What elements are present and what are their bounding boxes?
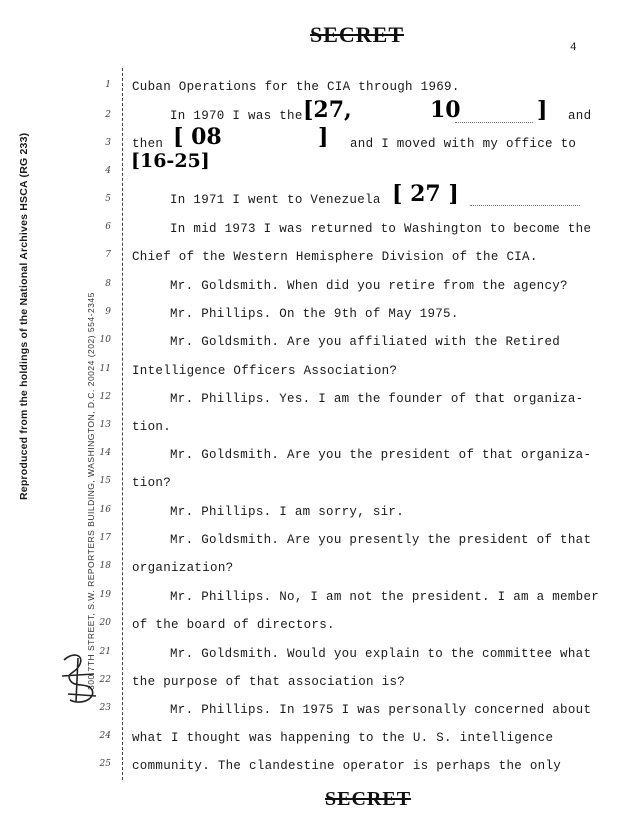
line-number: 20 (99, 618, 111, 628)
redaction-mark: [ 08 (173, 124, 222, 150)
transcript-line-2: In 1970 I was the (170, 109, 303, 123)
line-number: 13 (99, 420, 111, 430)
transcript-line-13: tion. (132, 420, 172, 434)
line-number: 22 (99, 675, 111, 685)
transcript-line-20: of the board of directors. (132, 618, 335, 632)
page-number: 4 (570, 42, 577, 54)
transcript-line-11: Intelligence Officers Association? (132, 364, 398, 378)
redaction-mark: [16-25] (131, 150, 210, 172)
line-number: 14 (99, 448, 111, 458)
transcript-line-15: tion? (132, 476, 172, 490)
transcript-line-16: Mr. Phillips. I am sorry, sir. (170, 505, 405, 519)
line-number: 12 (99, 392, 111, 402)
line-number: 17 (99, 533, 111, 543)
line-number: 25 (99, 759, 111, 769)
line-number: 11 (99, 364, 111, 374)
line-number: 7 (105, 250, 111, 260)
line-number: 9 (105, 307, 111, 317)
margin-rule (122, 68, 124, 780)
redacted-blank (470, 205, 580, 206)
line-number: 4 (105, 166, 111, 176)
transcript-line-5: In 1971 I went to Venezuela (170, 193, 381, 207)
transcript-line-18: organization? (132, 561, 234, 575)
transcript-line-25: community. The clandestine operator is perhaps the only (132, 759, 562, 773)
redaction-mark: [ 27 ] (392, 181, 459, 207)
transcript-line-12: Mr. Phillips. Yes. I am the founder of that organiza- (170, 392, 584, 406)
line-number: 1 (105, 80, 111, 90)
transcript-line-21: Mr. Goldsmith. Would you explain to the committee what (170, 647, 592, 661)
line-number: 8 (105, 279, 111, 289)
transcript-line-3: then (132, 137, 164, 151)
transcript-line-23: Mr. Phillips. In 1975 I was personally concerned about (170, 703, 592, 717)
line-number: 10 (99, 335, 111, 345)
archive-notice: Reproduced from the holdings of the National Archives HSCA (RG 233) (18, 132, 30, 500)
transcript-line-3-end: and I moved with my office to (350, 137, 577, 151)
line-number: 24 (99, 731, 111, 741)
line-number: 18 (99, 561, 111, 571)
line-number: 21 (99, 647, 111, 657)
transcript-line-22: the purpose of that association is? (132, 675, 406, 689)
line-number: 23 (99, 703, 111, 713)
line-number: 16 (99, 505, 111, 515)
transcript-line-9: Mr. Phillips. On the 9th of May 1975. (170, 307, 459, 321)
transcript-line-8: Mr. Goldsmith. When did you retire from the agency? (170, 279, 568, 293)
transcript-line-24: what I thought was happening to the U. S. intelligence (132, 731, 554, 745)
redaction-mark: 10 (430, 97, 461, 123)
redaction-mark: ] (537, 97, 548, 123)
transcript-line-2-end: and (568, 109, 592, 123)
transcript-line-10: Mr. Goldsmith. Are you affiliated with the Retired (170, 335, 561, 349)
transcript-line-6: In mid 1973 I was returned to Washington to become the (170, 222, 592, 236)
secret-stamp-top: SECRET (310, 22, 405, 47)
transcript-line-19: Mr. Phillips. No, I am not the president. I am a member (170, 590, 600, 604)
line-number: 19 (99, 590, 111, 600)
secret-stamp-bottom: SECRET (325, 788, 412, 810)
line-number: 15 (99, 476, 111, 486)
redacted-blank (455, 122, 533, 123)
redaction-mark: [27, (303, 97, 352, 123)
line-number: 2 (105, 110, 111, 120)
reporter-address: 300 7TH STREET, S.W. REPORTERS BUILDING, WASHINGTON, D.C. 20024 (202) 554-2345 (86, 292, 96, 690)
handwritten-initials-icon (58, 650, 100, 710)
transcript-line-7: Chief of the Western Hemisphere Division of the CIA. (132, 250, 538, 264)
line-number: 3 (105, 138, 111, 148)
redaction-mark: ] (318, 124, 329, 150)
line-number: 5 (105, 194, 111, 204)
transcript-line-14: Mr. Goldsmith. Are you the president of that organiza- (170, 448, 592, 462)
transcript-line-1: Cuban Operations for the CIA through 1969. (132, 80, 460, 94)
transcript-line-17: Mr. Goldsmith. Are you presently the president of that (170, 533, 592, 547)
line-number: 6 (105, 222, 111, 232)
